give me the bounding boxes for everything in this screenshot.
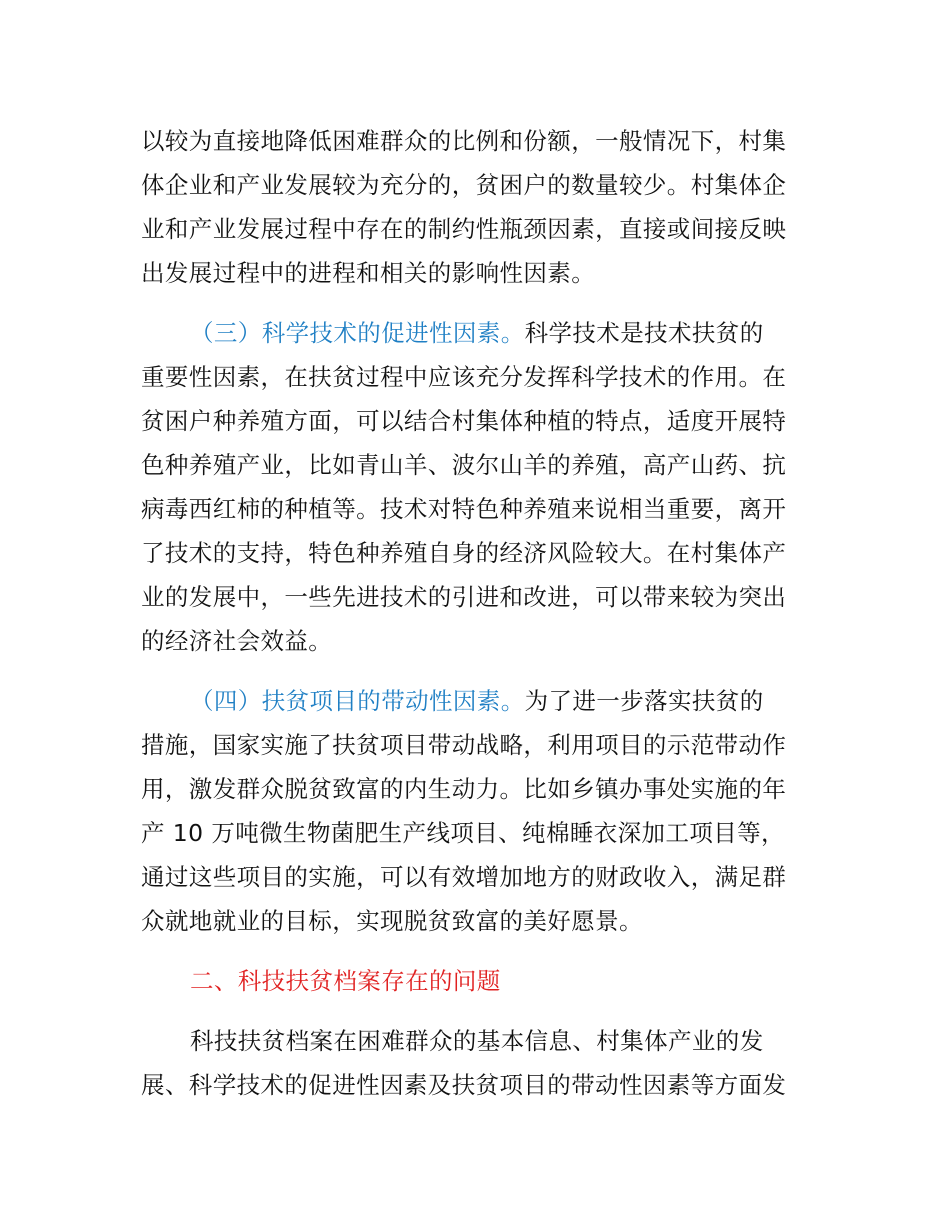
body-text-line: 用，激发群众脱贫致富的内生动力。比如乡镇办事处实施的年 — [141, 775, 787, 803]
body-text-line: 贫困户种养殖方面，可以结合村集体种植的特点，适度开展特 — [141, 407, 787, 435]
section-3-heading: （三）科学技术的促进性因素。 — [190, 319, 525, 347]
body-text-line: 业的发展中，一些先进技术的引进和改进，可以带来较为突出 — [141, 583, 787, 611]
section-3-first-line-text: 科学技术是技术扶贫的 — [524, 319, 764, 347]
section-two-heading: 二、科技扶贫档案存在的问题 — [190, 967, 501, 995]
body-text-line: 通过这些项目的实施，可以有效增加地方的财政收入，满足群 — [141, 863, 787, 891]
section-4-first-line-text: 为了进一步落实扶贫的 — [524, 687, 764, 715]
body-text-line: 措施，国家实施了扶贫项目带动战略，利用项目的示范带动作 — [141, 731, 787, 759]
body-text-line: 众就地就业的目标，实现脱贫致富的美好愿景。 — [141, 907, 643, 935]
body-text-line: 出发展过程中的进程和相关的影响性因素。 — [141, 259, 596, 287]
body-text-line: 展、科学技术的促进性因素及扶贫项目的带动性因素等方面发 — [141, 1071, 787, 1099]
body-text-line: 科技扶贫档案在困难群众的基本信息、村集体产业的发 — [190, 1027, 764, 1055]
body-text-line: 业和产业发展过程中存在的制约性瓶颈因素，直接或间接反映 — [141, 215, 787, 243]
body-text-line: 以较为直接地降低困难群众的比例和份额，一般情况下，村集 — [141, 127, 787, 155]
body-text-line: 了技术的支持，特色种养殖自身的经济风险较大。在村集体产 — [141, 539, 787, 567]
body-text-line: 的经济社会效益。 — [141, 627, 333, 655]
section-4-first-line — [190, 681, 870, 721]
body-text-line: 产 10 万吨微生物菌肥生产线项目、纯棉睡衣深加工项目等， — [141, 819, 785, 847]
section-3-first-line — [190, 313, 870, 353]
body-text-line: 病毒西红柿的种植等。技术对特色种养殖来说相当重要，离开 — [141, 495, 787, 523]
body-text-line: 色种养殖产业，比如青山羊、波尔山羊的养殖，高产山药、抗 — [141, 451, 787, 479]
body-text-line: 重要性因素，在扶贫过程中应该充分发挥科学技术的作用。在 — [141, 363, 787, 391]
body-text-line: 体企业和产业发展较为充分的，贫困户的数量较少。村集体企 — [141, 171, 787, 199]
section-4-heading: （四）扶贫项目的带动性因素。 — [190, 687, 525, 715]
